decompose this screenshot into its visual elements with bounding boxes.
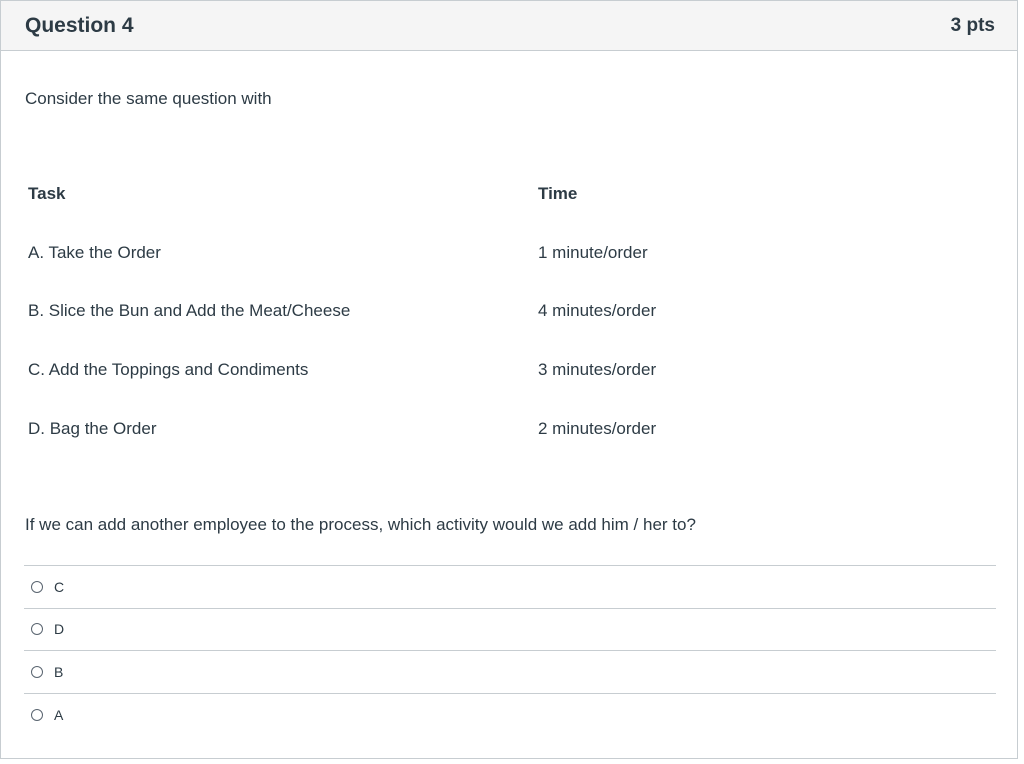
table-row	[28, 301, 728, 360]
table-row	[28, 360, 728, 419]
answer-option-c[interactable]	[24, 566, 996, 609]
task-cell: B. Slice the Bun and Add the Meat/Cheese	[28, 301, 351, 321]
table-row	[28, 419, 728, 478]
answer-list	[24, 565, 996, 736]
column-header-time: Time	[538, 184, 578, 203]
table-row	[28, 243, 728, 302]
task-cell: D. Bag the Order	[28, 418, 157, 438]
question-title: Question 4	[25, 13, 134, 37]
task-table	[28, 184, 728, 477]
column-header-task: Task	[28, 184, 66, 203]
question-points: 3 pts	[950, 14, 995, 36]
table-header-row	[28, 184, 728, 243]
question-intro: Consider the same question with	[25, 89, 272, 108]
answer-option-b[interactable]	[24, 651, 996, 694]
answer-label: B	[54, 663, 64, 680]
answer-label: A	[54, 706, 64, 723]
answer-option-a[interactable]	[24, 694, 996, 737]
radio-button-icon[interactable]	[31, 581, 43, 593]
task-cell: C. Add the Toppings and Condiments	[28, 360, 309, 380]
radio-button-icon[interactable]	[31, 666, 43, 678]
question-header	[1, 1, 1017, 51]
time-cell: 4 minutes/order	[538, 301, 657, 321]
answer-label: D	[54, 621, 65, 638]
question-prompt: If we can add another employee to the process, which activity would we add him / her to?	[25, 515, 696, 534]
time-cell: 2 minutes/order	[538, 418, 657, 438]
time-cell: 3 minutes/order	[538, 360, 657, 380]
time-cell: 1 minute/order	[538, 242, 648, 262]
task-cell: A. Take the Order	[28, 242, 161, 262]
radio-button-icon[interactable]	[31, 709, 43, 721]
radio-button-icon[interactable]	[31, 623, 43, 635]
answer-option-d[interactable]	[24, 609, 996, 652]
answer-label: C	[54, 578, 65, 595]
